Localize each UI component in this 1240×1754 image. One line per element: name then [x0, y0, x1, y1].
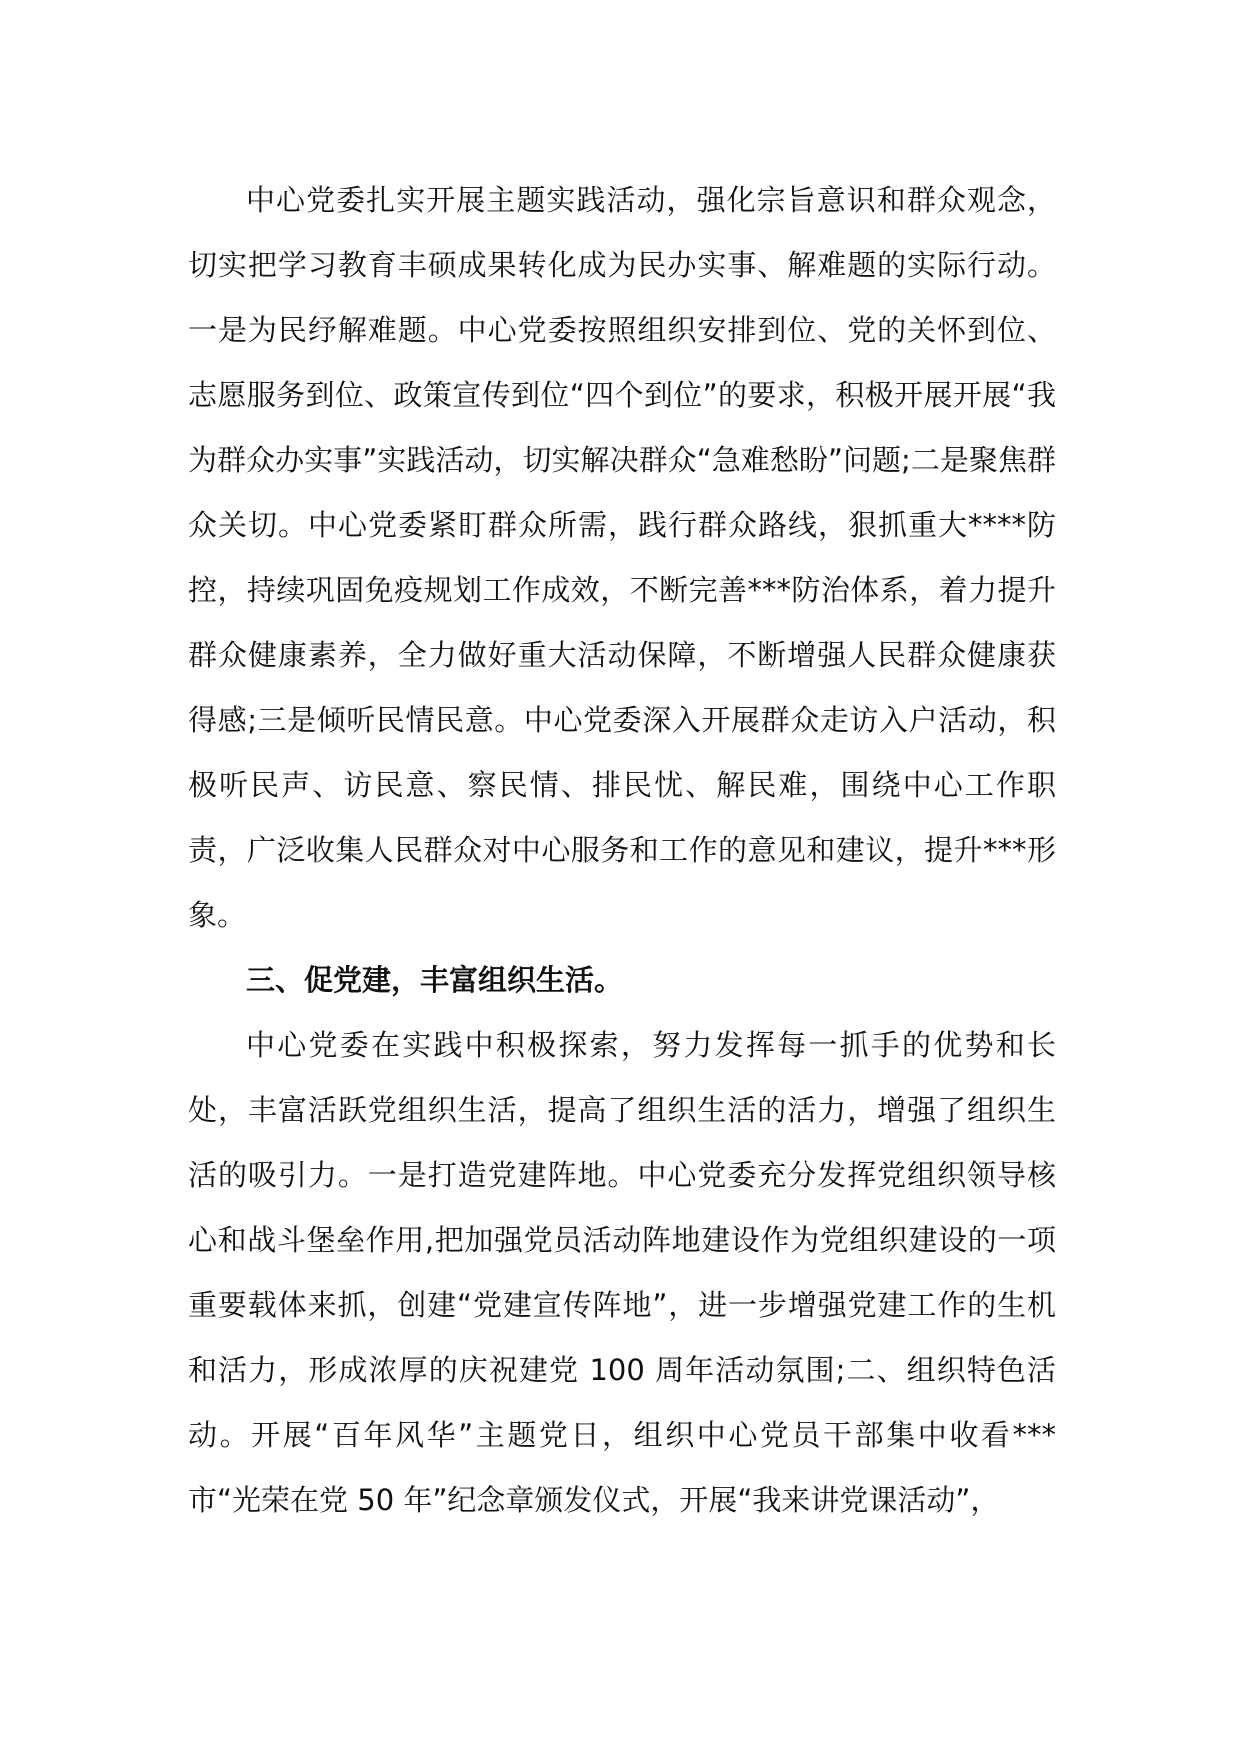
body-paragraph: 中心党委扎实开展主题实践活动，强化宗旨意识和群众观念，切实把学习教育丰硕成果转化成为民办实事、解难题的实际行动。一是为民纾解难题。中心党委按照组织安排到位、党的关怀到位、志愿服务到位、政策宣传到位“四个到位”的要求，积极开展开展“我为群众办实事”实践活动，切实解决群众“急难愁盼”问题;二是聚焦群众关切。中心党委紧盯群众所需，践行群众路线，狠抓重大****防控，持续巩固免疫规划工作成效，不断完善***防治体系，着力提升群众健康素养，全力做好重大活动保障，不断增强人民群众健康获得感;三是倾听民情民意。中心党委深入开展群众走访入户活动，积极听民声、访民意、察民情、排民忧、解民难，围绕中心工作职责，广泛收集人民群众对中心服务和工作的意见和建议，提升***形象。 [188, 183, 1056, 932]
section-heading: 三、促党建，丰富组织生活。 [246, 963, 624, 997]
document-body [188, 168, 1056, 1533]
body-paragraph: 中心党委在实践中积极探索，努力发挥每一抓手的优势和长处，丰富活跃党组织生活，提高了组织生活的活力，增强了组织生活的吸引力。一是打造党建阵地。中心党委充分发挥党组织领导核心和战斗堡垒作用,把加强党员活动阵地建设作为党组织建设的一项重要载体来抓，创建“党建宣传阵地”，进一步增强党建工作的生机和活力，形成浓厚的庆祝建党 100 周年活动氛围;二、组织特色活动。开展“百年风华”主题党日，组织中心党员干部集中收看***市“光荣在党 50 年”纪念章颁发仪式，开展“我来讲党课活动”， [188, 1028, 1056, 1517]
